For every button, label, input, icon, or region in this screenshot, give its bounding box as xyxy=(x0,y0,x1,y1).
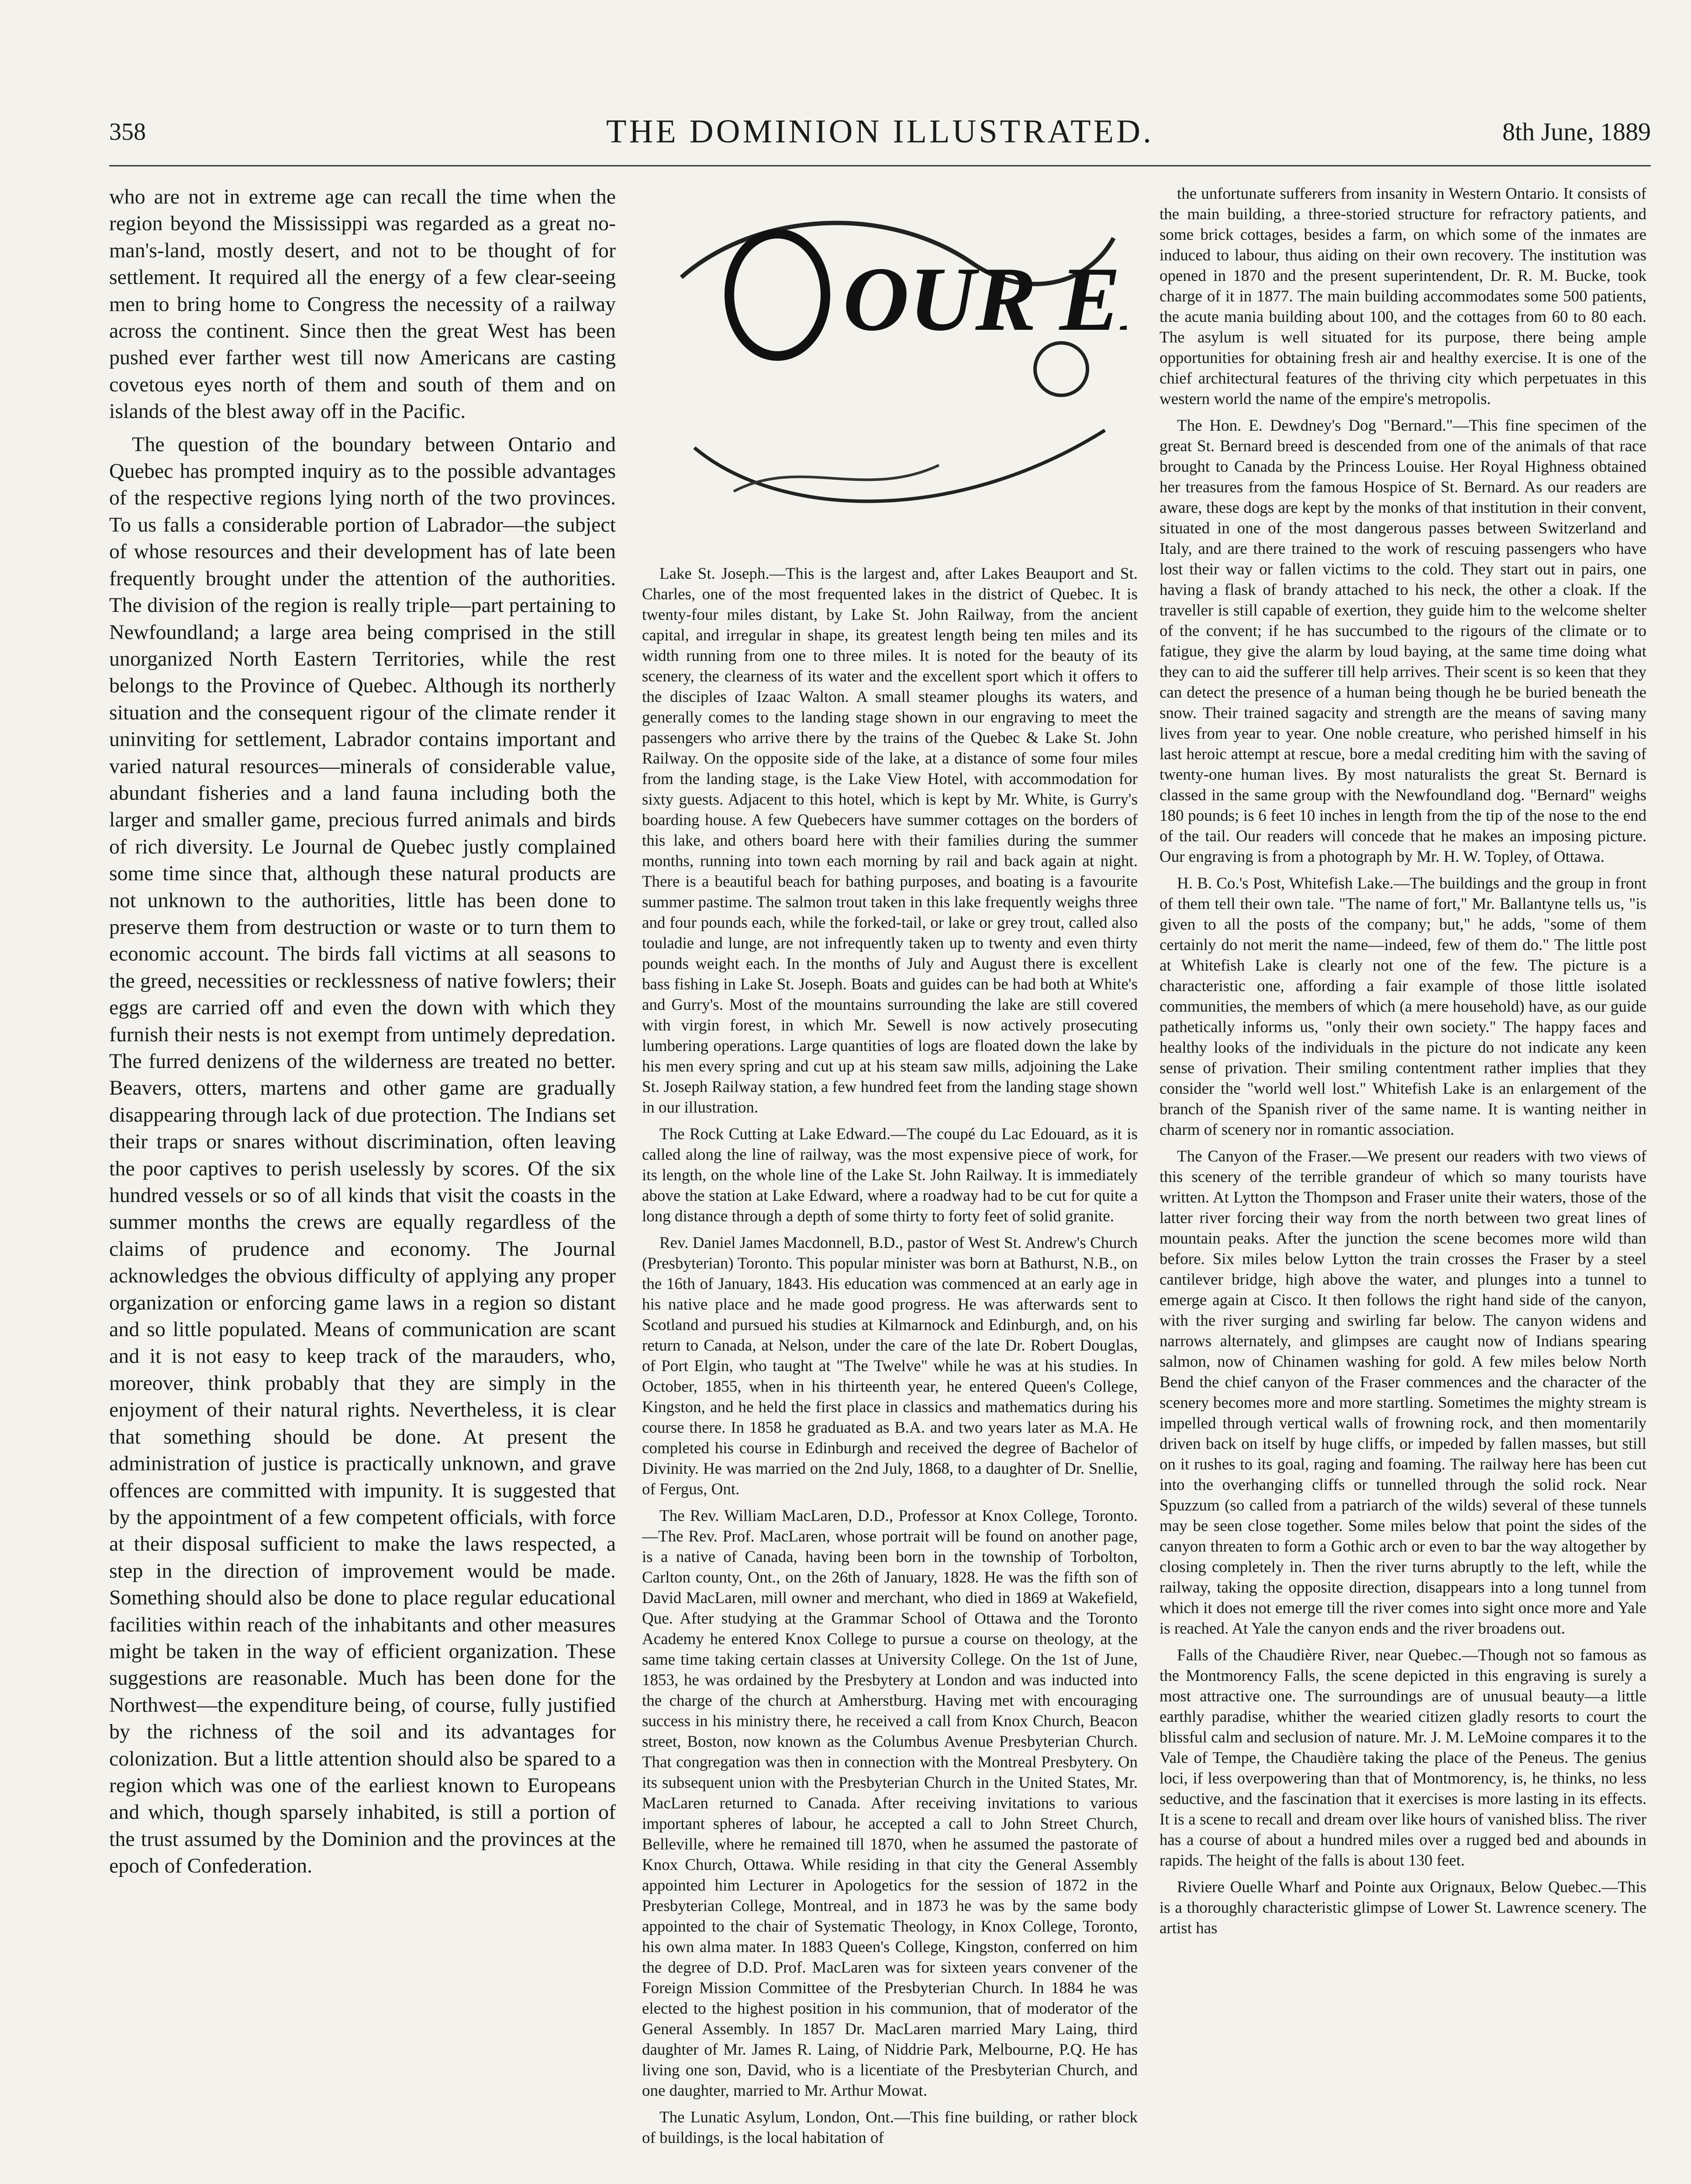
paragraph-maclaren: The Rev. William MacLaren, D.D., Professor at Knox College, Toronto.—The Rev. Prof. MacLaren, whose portrait will be found on another page, is a native of Canada, having been born in the township of Torbolton, Carlton county, Ont., on the 26th of January, 1828. He was the fifth son of David MacLaren, mill owner and merchant, who died in 1869 at Wakefield, Que. After studying at the Grammar School of Ottawa and the Toronto Academy he entered Knox College to pursue a course on theology, at the same time taking certain classes at University College. On the 1st of June, 1853, he was ordained by the Presbytery at London and was inducted into the charge of the church at Amherstburg. Having met with encouraging success in his ministry there, he received a call from Knox Church, Beacon street, Boston, now known as the Columbus Avenue Presbyterian Church. That congregation was then in connection with the Montreal Presbytery. On its subsequent union with the Presbyterian Church in the United States, Mr. MacLaren returned to Canada. After receiving invitations to various important spheres of labour, he accepted a call to John Street Church, Belleville, where he remained till 1870, when he assumed the pastorate of Knox Church, Ottawa. While residing in that city the General Assembly appointed him Lecturer in Apologetics for the session of 1872 in the Presbyterian College, Montreal, and in 1873 he was by the same body appointed to the chair of Systematic Theology, in Knox College, Toronto, his own alma mater. In 1883 Queen's College, Kingston, conferred on him the degree of D.D. Prof. MacLaren was for sixteen years convener of the Foreign Mission Committee of the Presbyterian Church. In 1884 he was elected to the highest position in his communion, that of moderator of the General Assembly. In 1857 Dr. MacLaren married Mary Laing, third daughter of Mr. James R. Laing, of Niddrie Park, Melbourne, P.Q. He has living one son, David, who is a licentiate of the Presbyterian Church, and one daughter, married to Mr. Arthur Mowat. xyxy=(642,1507,1138,2100)
paragraph-bernard-dog: The Hon. E. Dewdney's Dog "Bernard."—This fine specimen of the great St. Bernard breed is descended from one of the animals of that race brought to Canada by the Princess Louise. Her Royal Highness obtained her treasures from the famous Hospice of St. Bernard. As our readers are aware, these dogs are kept by the monks of that institution in their convent, situated in one of the most dangerous passes between Switzerland and Italy, and are there trained to the work of rescuing passengers who have lost their way or fallen victims to the cold. They start out in pairs, one having a flask of brandy attached to his neck, the other a cloak. If the traveller is still capable of exertion, they guide him to the welcome shelter of the convent; if he has succumbed to the rigours of the climate or to fatigue, they give the alarm by loud baying, at the same time doing what they can to aid the sufferer till help arrives. Their scent is so keen that they can detect the presence of a human being though he be buried beneath the snow. Their trained sagacity and strength are the means of saving many lives from year to year. One noble creature, who perished himself in his last heroic attempt at rescue, bore a medal crediting him with the saving of twenty-one human lives. By most naturalists the great St. Bernard is classed in the same group with the Newfoundland dog. "Bernard" weighs 180 pounds; is 6 feet 10 inches in length from the tip of the nose to the end of the tail. Our readers will concede that he makes an imposing picture. Our engraving is from a photograph by Mr. H. W. Topley, of Ottawa. xyxy=(1160,417,1646,866)
paragraph-riviere-ouelle: Riviere Ouelle Wharf and Pointe aux Orignaux, Below Quebec.—This is a thoroughly characteristic glimpse of Lower St. Lawrence scenery. The artist has xyxy=(1160,1878,1646,1937)
our-engravings-heading-ornament xyxy=(668,186,1127,548)
paragraph-lunatic-asylum: The Lunatic Asylum, London, Ont.—This fine building, or rather block of buildings, is the local habitation of xyxy=(642,2108,1138,2147)
column-editorial xyxy=(109,183,616,1886)
paragraph-chaudiere-falls: Falls of the Chaudière River, near Quebec.—Though not so famous as the Montmorency Falls, the scene depicted in this engraving is surely a most attractive one. The surroundings are of unusual beauty—a little earthly paradise, whither the wearied citizen gladly resorts to court the blissful calm and seclusion of nature. Mr. J. M. LeMoine compares it to the Vale of Tempe, the Chaudière taking the place of the Peneus. The genius loci, if less overpowering than that of Montmorency, is, he thinks, no less seductive, and the fascination that it exercises is more lasting in its effects. It is a scene to recall and dream over like hours of vanished bliss. The river has a course of about a hundred miles over a rugged bed and abounds in rapids. The height of the falls is about 130 feet. xyxy=(1160,1646,1646,1870)
paragraph-lake-st-joseph: Lake St. Joseph.—This is the largest and, after Lakes Beauport and St. Charles, one of the most frequented lakes in the district of Quebec. It is twenty-four miles distant, by Lake St. John Railway, from the ancient capital, and irregular in shape, its greatest length being ten miles and its width running from one to three miles. It is noted for the beauty of its scenery, the clearness of its water and the excellent sport which it offers to the disciples of Izaac Walton. A small steamer ploughs its waters, and generally comes to the landing stage shown in our engraving to meet the passengers who arrive there by the trains of the Quebec & Lake St. John Railway. On the opposite side of the lake, at a distance of some four miles from the landing stage, is the Lake View Hotel, with accommodation for sixty guests. Adjacent to this hotel, which is kept by Mr. White, is Gurry's boarding house. A few Quebecers have summer cottages on the borders of this lake, and others board here with their families during the summer months, running into town each morning by rail and back again at night. There is a beautiful beach for bathing purposes, and boating is a favourite summer pastime. The salmon trout taken in this lake frequently weighs three and four pounds each, while the forked-tail, or lake or grey trout, called also touladie and lunge, are not infrequently taken up to twenty and even thirty pounds weight each. In the months of July and August there is excellent bass fishing in Lake St. Joseph. Boats and guides can be had both at White's and Gurry's. Most of the mountains surrounding the lake are still covered with virgin forest, in which Mr. Sewell is now actively prosecuting lumbering operations. Large quantities of logs are floated down the lake by his men every spring and cut up at his steam saw mills, adjoining the Lake St. Joseph Railway station, a few hundred feet from the landing stage shown in our illustration. xyxy=(642,565,1138,1116)
paragraph-macdonnell: Rev. Daniel James Macdonnell, B.D., pastor of West St. Andrew's Church (Presbyterian) Toronto. This popular minister was born at Bathurst, N.B., on the 16th of January, 1843. His education was commenced at an early age in his native place and he made good progress. He was afterwards sent to Scotland and pursued his studies at Kilmarnock and Edinburgh, and, on his return to Canada, at Nelson, under the care of the late Dr. Robert Douglas, of Port Elgin, who taught at "The Twelve" while he was at his studies. In October, 1855, when in his thirteenth year, he entered Queen's College, Kingston, and he held the first place in classics and mathematics during his course there. In 1858 he graduated as B.A. and two years later as M.A. He completed his course in Edinburgh and received the degree of Bachelor of Divinity. He was married on the 2nd July, 1868, to a daughter of Dr. Snellie, of Fergus, Ont. xyxy=(642,1234,1138,1498)
paragraph-rock-cutting: The Rock Cutting at Lake Edward.—The coupé du Lac Edouard, as it is called along the line of railway, was the most expensive piece of work, for its length, on the whole line of the Lake St. John Railway. It is immediately above the station at Lake Edward, where a roadway had to be cut for quite a long distance through a depth of some thirty to forty feet of solid granite. xyxy=(642,1125,1138,1225)
paragraph: who are not in extreme age can recall the time when the region beyond the Mississippi was regarded as a great no-man's-land, mostly desert, and not to be thought of for settlement. It required all the energy of a few clear-seeing men to bring home to Congress the necessity of a railway across the continent. Since then the great West has been pushed ever farther west till now Americans are casting covetous eyes north of them and south of them and on islands of the blest away off in the Pacific. xyxy=(109,185,616,423)
header-rule xyxy=(109,165,1651,166)
column-engravings-2 xyxy=(1160,183,1646,1945)
logo-word-our: OUR E xyxy=(843,249,1121,350)
paragraph: The question of the boundary between Ontario and Quebec has prompted inquiry as to the possible advantages of the respective regions lying north of the two provinces. To us falls a considerable portion of Labrador—the subject of whose resources and their development has of late been frequently brought under the attention of the authorities. The division of the region is really triple—part pertaining to Newfoundland; a large area being comprised in the still unorganized North Eastern Territories, while the rest belongs to the Province of Quebec. Although its northerly situation and the consequent rigour of the climate render it uninviting for settlement, Labrador contains important and varied natural resources—minerals of considerable value, abundant fisheries and a land fauna including both the larger and smaller game, precious furred animals and birds of rich diversity. Le Journal de Quebec justly complained some time since that, although these natural products are not unknown to the authorities, little has been done to preserve them from destruction or waste or to turn them to economic account. The birds fall victims at all seasons to the greed, necessities or recklessness of native fowlers; their eggs are carried off and even the down with which they furnish their nests is not exempt from untimely depredation. The furred denizens of the wilderness are treated no better. Beavers, otters, martens and other game are gradually disappearing through lack of due protection. The Indians set their traps or snares without discrimination, often leaving the poor captives to perish uselessly by scores. Of the six hundred vessels or so of all kinds that visit the coasts in the summer months the crews are equally regardless of the claims of prudence and economy. The Journal acknowledges the obvious difficulty of applying any proper organization or enforcing game laws in a region so distant and so little populated. Means of communication are scant and it is not easy to keep track of the marauders, who, moreover, think probably that they are simply in the enjoyment of their natural rights. Nevertheless, it is clear that something should be done. At present the administration of justice is practically unknown, and grave offences are committed with impunity. It is suggested that by the appointment of a few competent officials, with force at their disposal sufficient to make the laws respected, a step in the direction of improvement would be made. Something should also be done to place regular educational facilities within reach of the inhabitants and other measures might be taken in the way of efficient organization. These suggestions are reasonable. Much has been done for the Northwest—the expenditure being, of course, fully justified by the richness of the soil and its advantages for colonization. But a little attention should also be spared to a region which was one of the earliest known to Europeans and which, though sparsely inhabited, is still a portion of the trust assumed by the Dominion and the provinces at the epoch of Confederation. xyxy=(109,432,616,1878)
paragraph-asylum-cont: the unfortunate sufferers from insanity in Western Ontario. It consists of the main building, a three-storied structure for refractory patients, and some brick cottages, besides a farm, on which some of the inmates are induced to labour, thus aiding on their own recovery. The institution was opened in 1870 and the present superintendent, Dr. R. M. Bucke, took charge of it in 1877. The main building accommodates some 500 patients, the acute mania building about 100, and the cottages from 60 to 80 each. The asylum is well situated for its purpose, there being ample opportunities for obtaining fresh air and healthy exercise. It is one of the chief architectural features of the thriving city which perpetuates in this western world the name of the empire's metropolis. xyxy=(1160,185,1646,408)
ornamental-engravings-title-icon xyxy=(668,186,1127,548)
paragraph-fraser-canyon: The Canyon of the Fraser.—We present our readers with two views of this scenery of the terrible grandeur of which so many tourists have written. At Lytton the Thompson and Fraser unite their waters, those of the latter river forcing their way from the north between two great lines of mountain peaks. After the junction the scene becomes more wild than before. Six miles below Lytton the train crosses the Fraser by a steel cantilever bridge, high above the water, and plunges into a tunnel to emerge again at Cisco. It then follows the right hand side of the canyon, with the river surging and swirling far below. The canyon widens and narrows alternately, and glimpses are caught now of Indians spearing salmon, now of Chinamen washing for gold. A few miles below North Bend the chief canyon of the Fraser commences and the character of the scenery becomes more and more startling. Sometimes the mighty stream is impelled through vertical walls of frowning rock, and then momentarily driven back on itself by huge cliffs, or impeded by fallen masses, but still on it rushes to its goal, raging and foaming. The railway here has been cut into the overhanging cliffs or tunnelled through the solid rock. Near Spuzzum (so called from a patriarch of the wilds) several of these tunnels may be seen close together. Some miles below that point the sides of the canyon threaten to form a Gothic arch or even to bar the way altogether by closing completely in. Then the river turns abruptly to the left, while the railway, taking the opposite direction, disappears into a long tunnel from which it does not emerge till the river comes into sight once more and Yale is reached. At Yale the canyon ends and the river broadens out. xyxy=(1160,1147,1646,1638)
page-number: 358 xyxy=(109,118,146,145)
paragraph-whitefish-lake: H. B. Co.'s Post, Whitefish Lake.—The buildings and the group in front of them tell their own tale. "The name of fort," Mr. Ballantyne tells us, "is given to all the posts of the company; but," he adds, "some of them certainly do not merit the name—indeed, few of them do." The little post at Whitefish Lake is clearly not one of the few. The picture is a characteristic one, affording a fair example of those little isolated communities, the members of which (a mere household) have, as our guide pathetically informs us, "only their own society." The happy faces and healthy looks of the individuals in the picture do not indicate any keen sense of privation. Their smiling contentment rather implies that they consider the "world well lost." Whitefish Lake is an enlargement of the branch of the Spanish river of the same name. It is wanting neither in charm of scenery nor in romantic association. xyxy=(1160,874,1646,1139)
issue-date: 8th June, 1889 xyxy=(1502,117,1651,146)
column-engravings-1 xyxy=(642,563,1138,2154)
masthead-title: THE DOMINION ILLUSTRATED. xyxy=(606,113,1154,150)
page-header xyxy=(109,113,1651,161)
